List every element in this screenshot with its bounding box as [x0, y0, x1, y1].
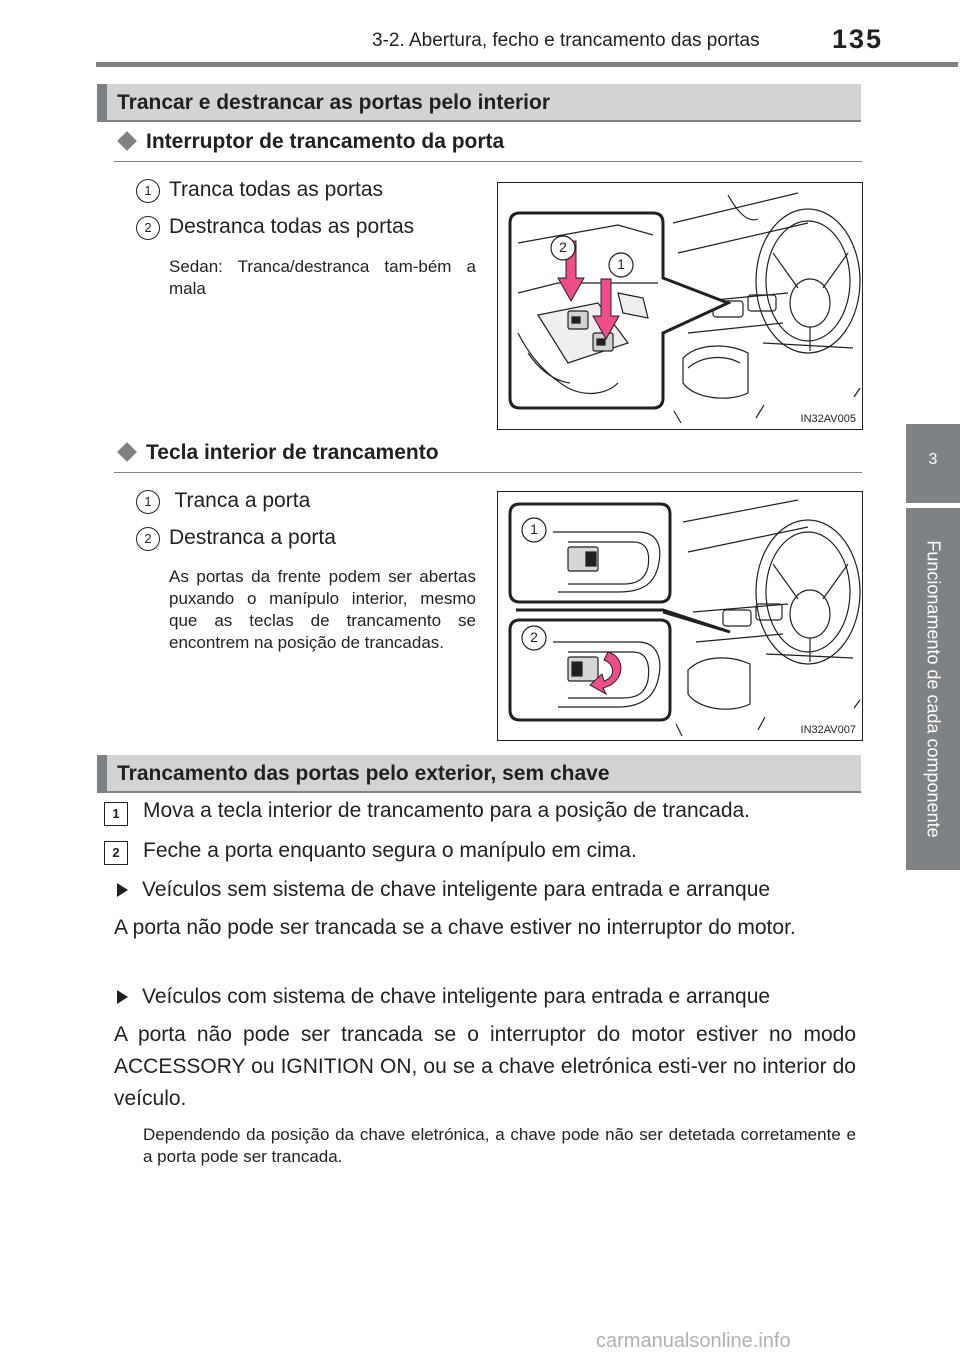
item-number-circle: 1	[136, 179, 160, 203]
step-number-box: 1	[104, 802, 128, 826]
item-text: Tranca a porta	[169, 489, 311, 512]
chapter-number-tab: 3	[906, 424, 960, 503]
figure-code: IN32AV007	[800, 724, 856, 736]
section-banner-exterior-keyless-locking	[97, 755, 861, 793]
triangle-bullet-icon	[117, 990, 128, 1004]
item-text: Destranca todas as portas	[169, 215, 415, 238]
step-number-box: 2	[104, 841, 128, 865]
subheading-rule	[114, 161, 862, 162]
section-banner-interior-locking	[97, 84, 861, 122]
running-header-title: 3-2. Abertura, fecho e trancamento das portas	[372, 30, 760, 51]
subheading-interior-lock-button: Tecla interior de trancamento	[114, 441, 439, 465]
step-text: Feche a porta enquanto segura o manípulo em cima.	[143, 839, 637, 862]
header-rule	[96, 62, 958, 67]
note-paragraph: Dependendo da posição da chave eletrónica, a chave pode não ser detetada corretamente e a porta pode ser trancada.	[143, 1125, 856, 1166]
item-text: Tranca todas as portas	[169, 178, 383, 201]
condition-paragraph: A porta não pode ser trancada se o interruptor do motor estiver no modo ACCESSORY ou IGNITION ON, ou se a chave eletrónica esti-ver no interior do veículo.	[114, 1023, 856, 1110]
illustration-interior-lock-button	[498, 492, 862, 740]
watermark: carmanualsonline.info	[596, 1330, 791, 1352]
callout-number: 2	[530, 629, 538, 645]
banner-accent-bar	[97, 84, 107, 120]
callout-number: 1	[617, 256, 625, 272]
diamond-bullet-icon	[117, 443, 137, 463]
figure-interior-lock-button	[497, 491, 863, 741]
condition-heading: Veículos sem sistema de chave inteligente para entrada e arranque	[117, 878, 770, 902]
figure-code: IN32AV005	[800, 413, 856, 425]
callout-number: 1	[530, 521, 538, 537]
subheading-rule	[114, 472, 862, 473]
page-number: 135	[832, 24, 884, 54]
triangle-bullet-icon	[117, 883, 128, 897]
item-number-circle: 1	[136, 490, 160, 514]
condition-paragraph: A porta não pode ser trancada se a chave estiver no interruptor do motor.	[114, 916, 796, 939]
item-note: As portas da frente podem ser abertas puxando o manípulo interior, mesmo que as teclas de trancamento se encontrem na posição de trancadas.	[169, 567, 476, 652]
banner-accent-bar	[97, 755, 107, 791]
item-text: Destranca a porta	[169, 526, 336, 549]
subheading-door-lock-switch: Interruptor de trancamento da porta	[114, 130, 504, 154]
diamond-bullet-icon	[117, 132, 137, 152]
section-title: Trancar e destrancar as portas pelo interior	[117, 91, 551, 114]
chapter-title-tab	[906, 508, 960, 870]
item-number-circle: 2	[136, 216, 160, 240]
figure-door-lock-switch	[497, 182, 863, 430]
chapter-title: Funcionamento de cada componente	[923, 540, 944, 838]
step-text: Mova a tecla interior de trancamento para a posição de trancada.	[143, 799, 751, 822]
callout-number: 2	[559, 239, 567, 255]
condition-heading: Veículos com sistema de chave inteligente para entrada e arranque	[117, 985, 770, 1009]
item-note: Sedan: Tranca/destranca tam-bém a mala	[169, 257, 476, 298]
section-title: Trancamento das portas pelo exterior, sem chave	[117, 762, 610, 785]
illustration-door-lock-switch	[498, 183, 862, 429]
item-number-circle: 2	[136, 527, 160, 551]
